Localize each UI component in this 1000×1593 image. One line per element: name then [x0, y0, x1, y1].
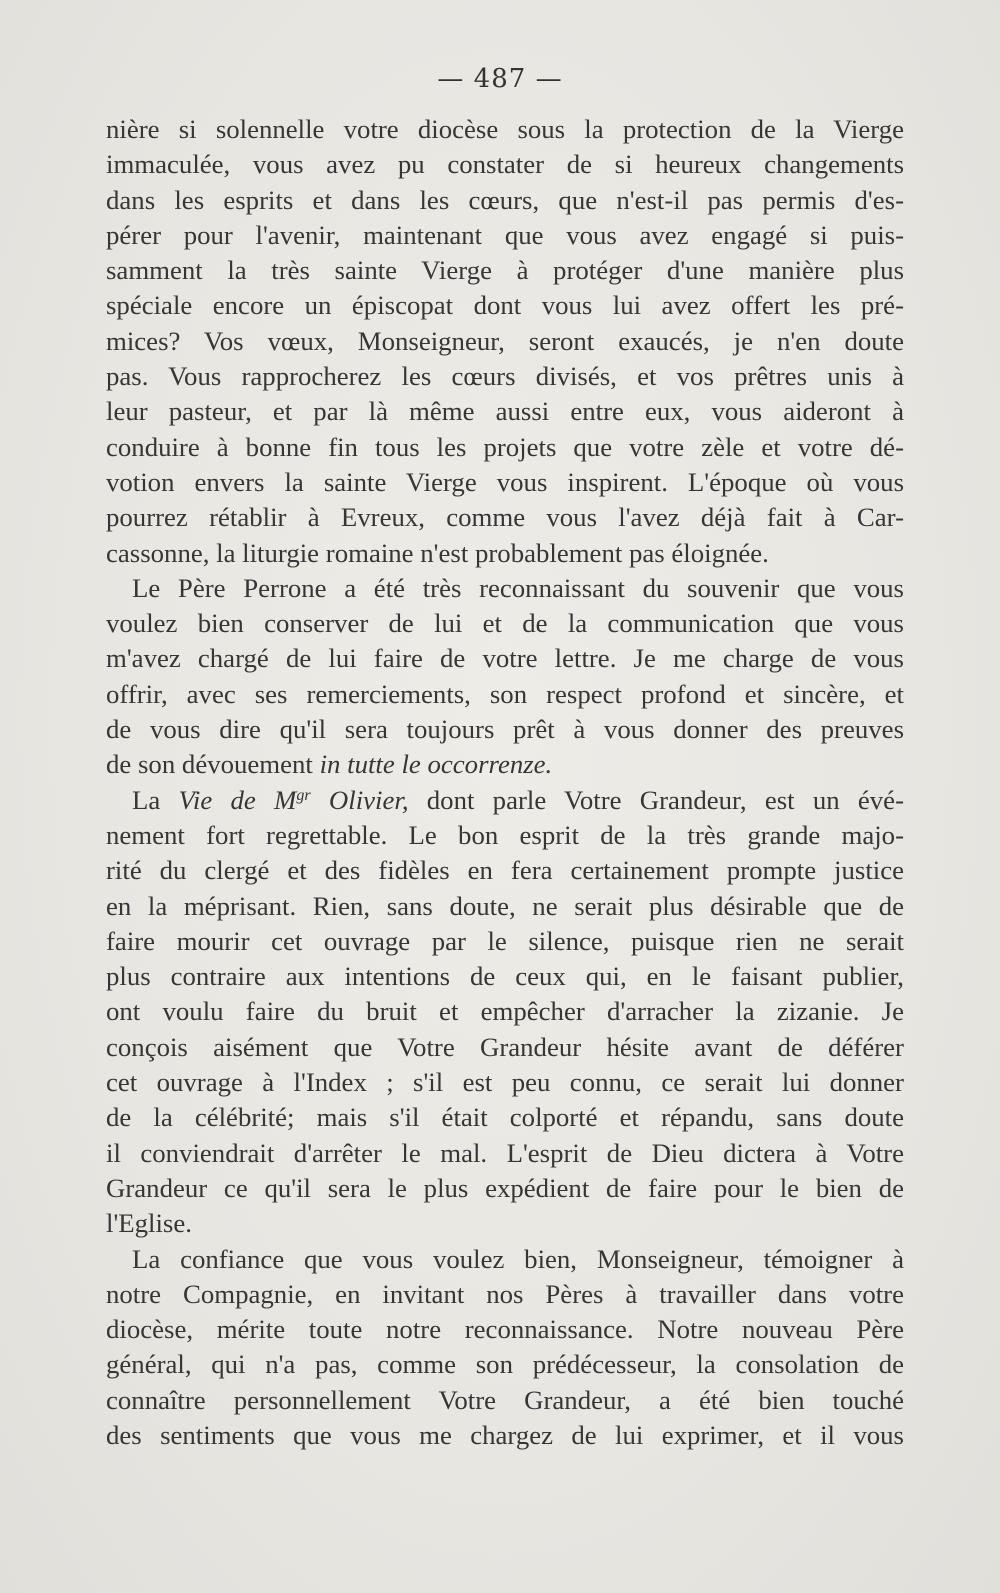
text-run: samment la très sainte Vierge à protéger d'une manière plus: [106, 255, 904, 286]
text-run: La: [132, 784, 161, 815]
text-line: [106, 218, 904, 253]
text-run: pérer pour l'avenir, maintenant que vous avez engagé si puis-: [106, 219, 904, 250]
text-line: [106, 1277, 904, 1312]
text-run: conduire à bonne fin tous les projets que votre zèle et votre dé-: [106, 431, 904, 462]
text-line: [106, 1347, 904, 1382]
text-line: [106, 1136, 904, 1171]
text-run: des sentiments que vous me chargez de lui exprimer, et il vous: [106, 1419, 904, 1450]
text-line: [106, 924, 904, 959]
text-line: [106, 147, 904, 182]
text-line: [106, 606, 904, 641]
text-run: de la célébrité; mais s'il était colporté et répandu, sans doute: [106, 1102, 904, 1133]
text-line: [106, 430, 904, 465]
text-line: [106, 324, 904, 359]
text-line: [106, 1171, 904, 1206]
text-line: [106, 465, 904, 500]
text-line: [106, 1418, 904, 1453]
text-run: général, qui n'a pas, comme son prédécesseur, la consolation de: [106, 1349, 904, 1380]
text-run: faire mourir cet ouvrage par le silence, puisque rien ne serait: [106, 925, 904, 956]
text-run: m'avez chargé de lui faire de votre lettre. Je me charge de vous: [106, 643, 904, 674]
text-run: il conviendrait d'arrêter le mal. L'esprit de Dieu dictera à Votre: [106, 1137, 904, 1168]
text-run: votion envers la sainte Vierge vous inspirent. L'époque où vous: [106, 466, 904, 497]
text-run: Grandeur ce qu'il sera le plus expédient de faire pour le bien de: [106, 1172, 904, 1203]
text-run: cet ouvrage à l'Index ; s'il est peu connu, ce serait lui donner: [106, 1067, 904, 1098]
text-run: l'Eglise.: [106, 1208, 192, 1239]
text-line: [106, 712, 904, 747]
text-run: ont voulu faire du bruit et empêcher d'arracher la zizanie. Je: [106, 996, 904, 1027]
text-run: cassonne, la liturgie romaine n'est probablement pas éloignée.: [106, 537, 769, 568]
text-line: [106, 959, 904, 994]
text-line: [106, 1383, 904, 1418]
text-line: [106, 677, 904, 712]
text-run: de vous dire qu'il sera toujours prêt à vous donner des preuves: [106, 714, 904, 745]
text-line: [106, 747, 904, 782]
text-line: [106, 288, 904, 323]
text-run: rité du clergé et des fidèles en fera certainement prompte justice: [106, 855, 904, 886]
text-run: nement fort regrettable. Le bon esprit de la très grande majo-: [106, 819, 904, 850]
text-line: [106, 112, 904, 147]
text-line: [106, 783, 904, 818]
text-line: [106, 1065, 904, 1100]
text-run: mices? Vos vœux, Monseigneur, seront exaucés, je n'en doute: [106, 325, 904, 356]
text-line: [106, 1242, 904, 1277]
text-run: notre Compagnie, en invitant nos Pères à travailler dans votre: [106, 1278, 904, 1309]
text-line: [106, 571, 904, 606]
text-run: diocèse, mérite toute notre reconnaissance. Notre nouveau Père: [106, 1314, 904, 1345]
text-run: dont parle Votre Grandeur, est un évé-: [426, 784, 904, 815]
page-number: — 487 —: [437, 64, 563, 94]
text-run: pas. Vous rapprocherez les cœurs divisés, et vos prêtres unis à: [106, 361, 904, 392]
text-line: [106, 183, 904, 218]
text-line: [106, 394, 904, 429]
text-run: offrir, avec ses remerciements, son respect profond et sincère, et: [106, 678, 904, 709]
text-run: conçois aisément que Votre Grandeur hésite avant de déférer: [106, 1031, 904, 1062]
text-run: pourrez rétablir à Evreux, comme vous l'avez déjà fait à Car-: [106, 502, 904, 533]
text-line: [106, 889, 904, 924]
text-run: La confiance que vous voulez bien, Monseigneur, témoigner à: [132, 1243, 904, 1274]
text-line: [106, 359, 904, 394]
text-run: dans les esprits et dans les cœurs, que n'est-il pas permis d'es-: [106, 184, 904, 215]
text-line: [106, 1312, 904, 1347]
text-line: [106, 1206, 904, 1241]
text-line: [106, 994, 904, 1029]
text-line: [106, 641, 904, 676]
text-run: de son dévouement: [106, 749, 313, 780]
text-run: nière si solennelle votre diocèse sous la protection de la Vierge: [106, 114, 904, 144]
text-run: in tutte le occorrenze.: [319, 749, 553, 780]
text-line: [106, 1100, 904, 1135]
text-line: [106, 536, 904, 571]
text-run: Le Père Perrone a été très reconnaissant du souvenir que vous: [132, 572, 904, 603]
text-run: en la méprisant. Rien, sans doute, ne serait plus désirable que de: [106, 890, 904, 921]
text-line: [106, 818, 904, 853]
text-line: [106, 253, 904, 288]
text-run: voulez bien conserver de lui et de la communication que vous: [106, 608, 904, 639]
text-line: [106, 853, 904, 888]
text-run: leur pasteur, et par là même aussi entre eux, vous aideront à: [106, 396, 904, 427]
text-run: Vie de M: [178, 784, 297, 815]
text-run: connaître personnellement Votre Grandeur, a été bien touché: [106, 1384, 904, 1415]
text-line: [106, 500, 904, 535]
text-line: [106, 1030, 904, 1065]
text-run: plus contraire aux intentions de ceux qui, en le faisant publier,: [106, 961, 904, 992]
text-run: spéciale encore un épiscopat dont vous lui avez offert les pré-: [106, 290, 904, 321]
text-run: immaculée, vous avez pu constater de si heureux changements: [106, 149, 904, 180]
body-text: [106, 112, 904, 1453]
text-run: gr: [296, 786, 311, 804]
text-run: Olivier,: [328, 784, 409, 815]
